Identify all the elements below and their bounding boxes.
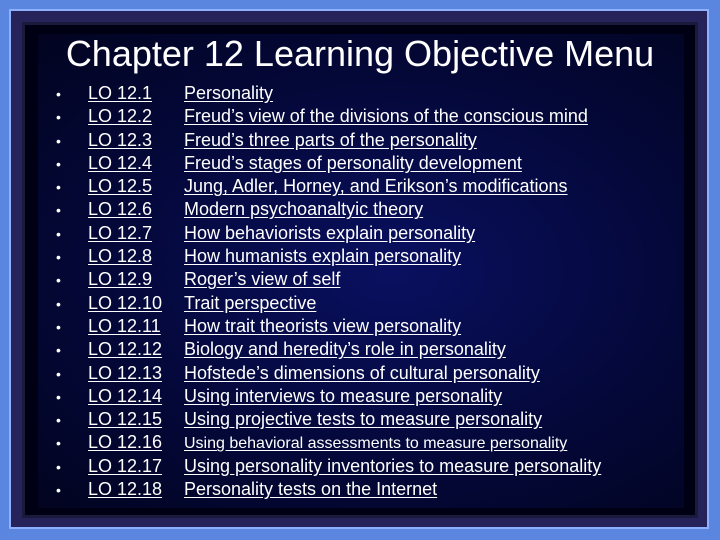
menu-item-lo-12-9[interactable]: [56, 268, 601, 291]
menu-item-lo-12-12[interactable]: [56, 338, 601, 361]
objective-code-link[interactable]: LO 12.12: [88, 339, 163, 360]
objective-code-link[interactable]: LO 12.7: [88, 222, 153, 243]
menu-item-lo-12-2[interactable]: [56, 105, 601, 128]
objective-description-link[interactable]: How trait theorists view personality: [184, 315, 462, 336]
menu-item-lo-12-7[interactable]: [56, 222, 601, 245]
menu-item-lo-12-3[interactable]: [56, 129, 601, 152]
objective-description-link[interactable]: How humanists explain personality: [184, 246, 462, 267]
bullet-icon: •: [56, 365, 61, 382]
bullet-icon: •: [56, 86, 61, 102]
objective-code-link[interactable]: LO 12.16: [88, 432, 163, 453]
objective-description-link[interactable]: Using behavioral assessments to measure personality: [184, 435, 568, 453]
bullet-icon: •: [56, 388, 61, 405]
bullet-icon: •: [56, 202, 61, 219]
objective-description-link[interactable]: Personality tests on the Internet: [184, 479, 438, 500]
objective-code-link[interactable]: LO 12.13: [88, 362, 163, 383]
objective-description-link[interactable]: Roger’s view of self: [184, 269, 341, 290]
objective-code-link[interactable]: LO 12.14: [88, 385, 163, 406]
bullet-icon: •: [56, 458, 61, 475]
objective-description-link[interactable]: Using interviews to measure personality: [184, 385, 503, 406]
bullet-icon: •: [56, 109, 61, 126]
objective-code-link[interactable]: LO 12.17: [88, 455, 163, 476]
objective-code-link[interactable]: LO 12.15: [88, 409, 163, 430]
menu-item-lo-12-10[interactable]: [56, 292, 601, 315]
menu-item-lo-12-17[interactable]: [56, 455, 601, 478]
objective-description-link[interactable]: Trait perspective: [184, 292, 317, 313]
objective-description-link[interactable]: Using personality inventories to measure personality: [184, 455, 602, 476]
menu-item-lo-12-5[interactable]: [56, 175, 601, 198]
page-title: Chapter 12 Learning Objective Menu: [65, 33, 655, 74]
menu-item-lo-12-6[interactable]: [56, 198, 601, 221]
objective-code-link[interactable]: LO 12.2: [88, 106, 153, 127]
bullet-icon: •: [56, 225, 61, 242]
bullet-icon: •: [56, 412, 61, 429]
objective-description-link[interactable]: How behaviorists explain personality: [184, 222, 476, 243]
objective-description-link[interactable]: Using projective tests to measure personality: [184, 409, 543, 430]
menu-item-lo-12-15[interactable]: [56, 408, 601, 431]
objective-description-link[interactable]: Personality: [184, 83, 274, 103]
objective-menu-list: [56, 82, 601, 501]
objective-code-link[interactable]: LO 12.1: [88, 83, 153, 103]
objective-code-link[interactable]: LO 12.4: [88, 152, 153, 173]
objective-code-link[interactable]: LO 12.11: [88, 315, 161, 336]
menu-item-lo-12-1[interactable]: [56, 82, 601, 105]
bullet-icon: •: [56, 155, 61, 172]
menu-item-lo-12-14[interactable]: [56, 385, 601, 408]
objective-description-link[interactable]: Hofstede’s dimensions of cultural personality: [184, 362, 540, 383]
objective-description-link[interactable]: Freud’s three parts of the personality: [184, 129, 477, 150]
objective-description-link[interactable]: Modern psychoanaltyic theory: [184, 199, 424, 220]
menu-item-lo-12-13[interactable]: [56, 362, 601, 385]
objective-code-link[interactable]: LO 12.18: [88, 479, 163, 500]
objective-code-link[interactable]: LO 12.5: [88, 176, 153, 197]
objective-code-link[interactable]: LO 12.6: [88, 199, 153, 220]
objective-code-link[interactable]: LO 12.3: [88, 129, 153, 150]
bullet-icon: •: [56, 179, 61, 196]
objective-description-link[interactable]: Freud’s view of the divisions of the conscious mind: [184, 106, 588, 127]
bullet-icon: •: [56, 272, 61, 289]
menu-item-lo-12-4[interactable]: [56, 152, 601, 175]
bullet-icon: •: [56, 482, 61, 499]
objective-code-link[interactable]: LO 12.8: [88, 246, 153, 267]
bullet-icon: •: [56, 295, 61, 312]
bullet-icon: •: [56, 435, 61, 452]
objective-description-link[interactable]: Freud’s stages of personality development: [184, 152, 522, 173]
menu-item-lo-12-8[interactable]: [56, 245, 601, 268]
bullet-icon: •: [56, 249, 61, 266]
objective-code-link[interactable]: LO 12.10: [88, 292, 163, 313]
menu-item-lo-12-16[interactable]: [56, 431, 601, 454]
bullet-icon: •: [56, 132, 61, 149]
menu-item-lo-12-18[interactable]: [56, 478, 601, 501]
objective-description-link[interactable]: Jung, Adler, Horney, and Erikson’s modifications: [184, 176, 568, 197]
objective-code-link[interactable]: LO 12.9: [88, 269, 153, 290]
bullet-icon: •: [56, 342, 61, 359]
objective-description-link[interactable]: Biology and heredity’s role in personality: [184, 339, 506, 360]
menu-item-lo-12-11[interactable]: [56, 315, 601, 338]
bullet-icon: •: [56, 318, 61, 335]
